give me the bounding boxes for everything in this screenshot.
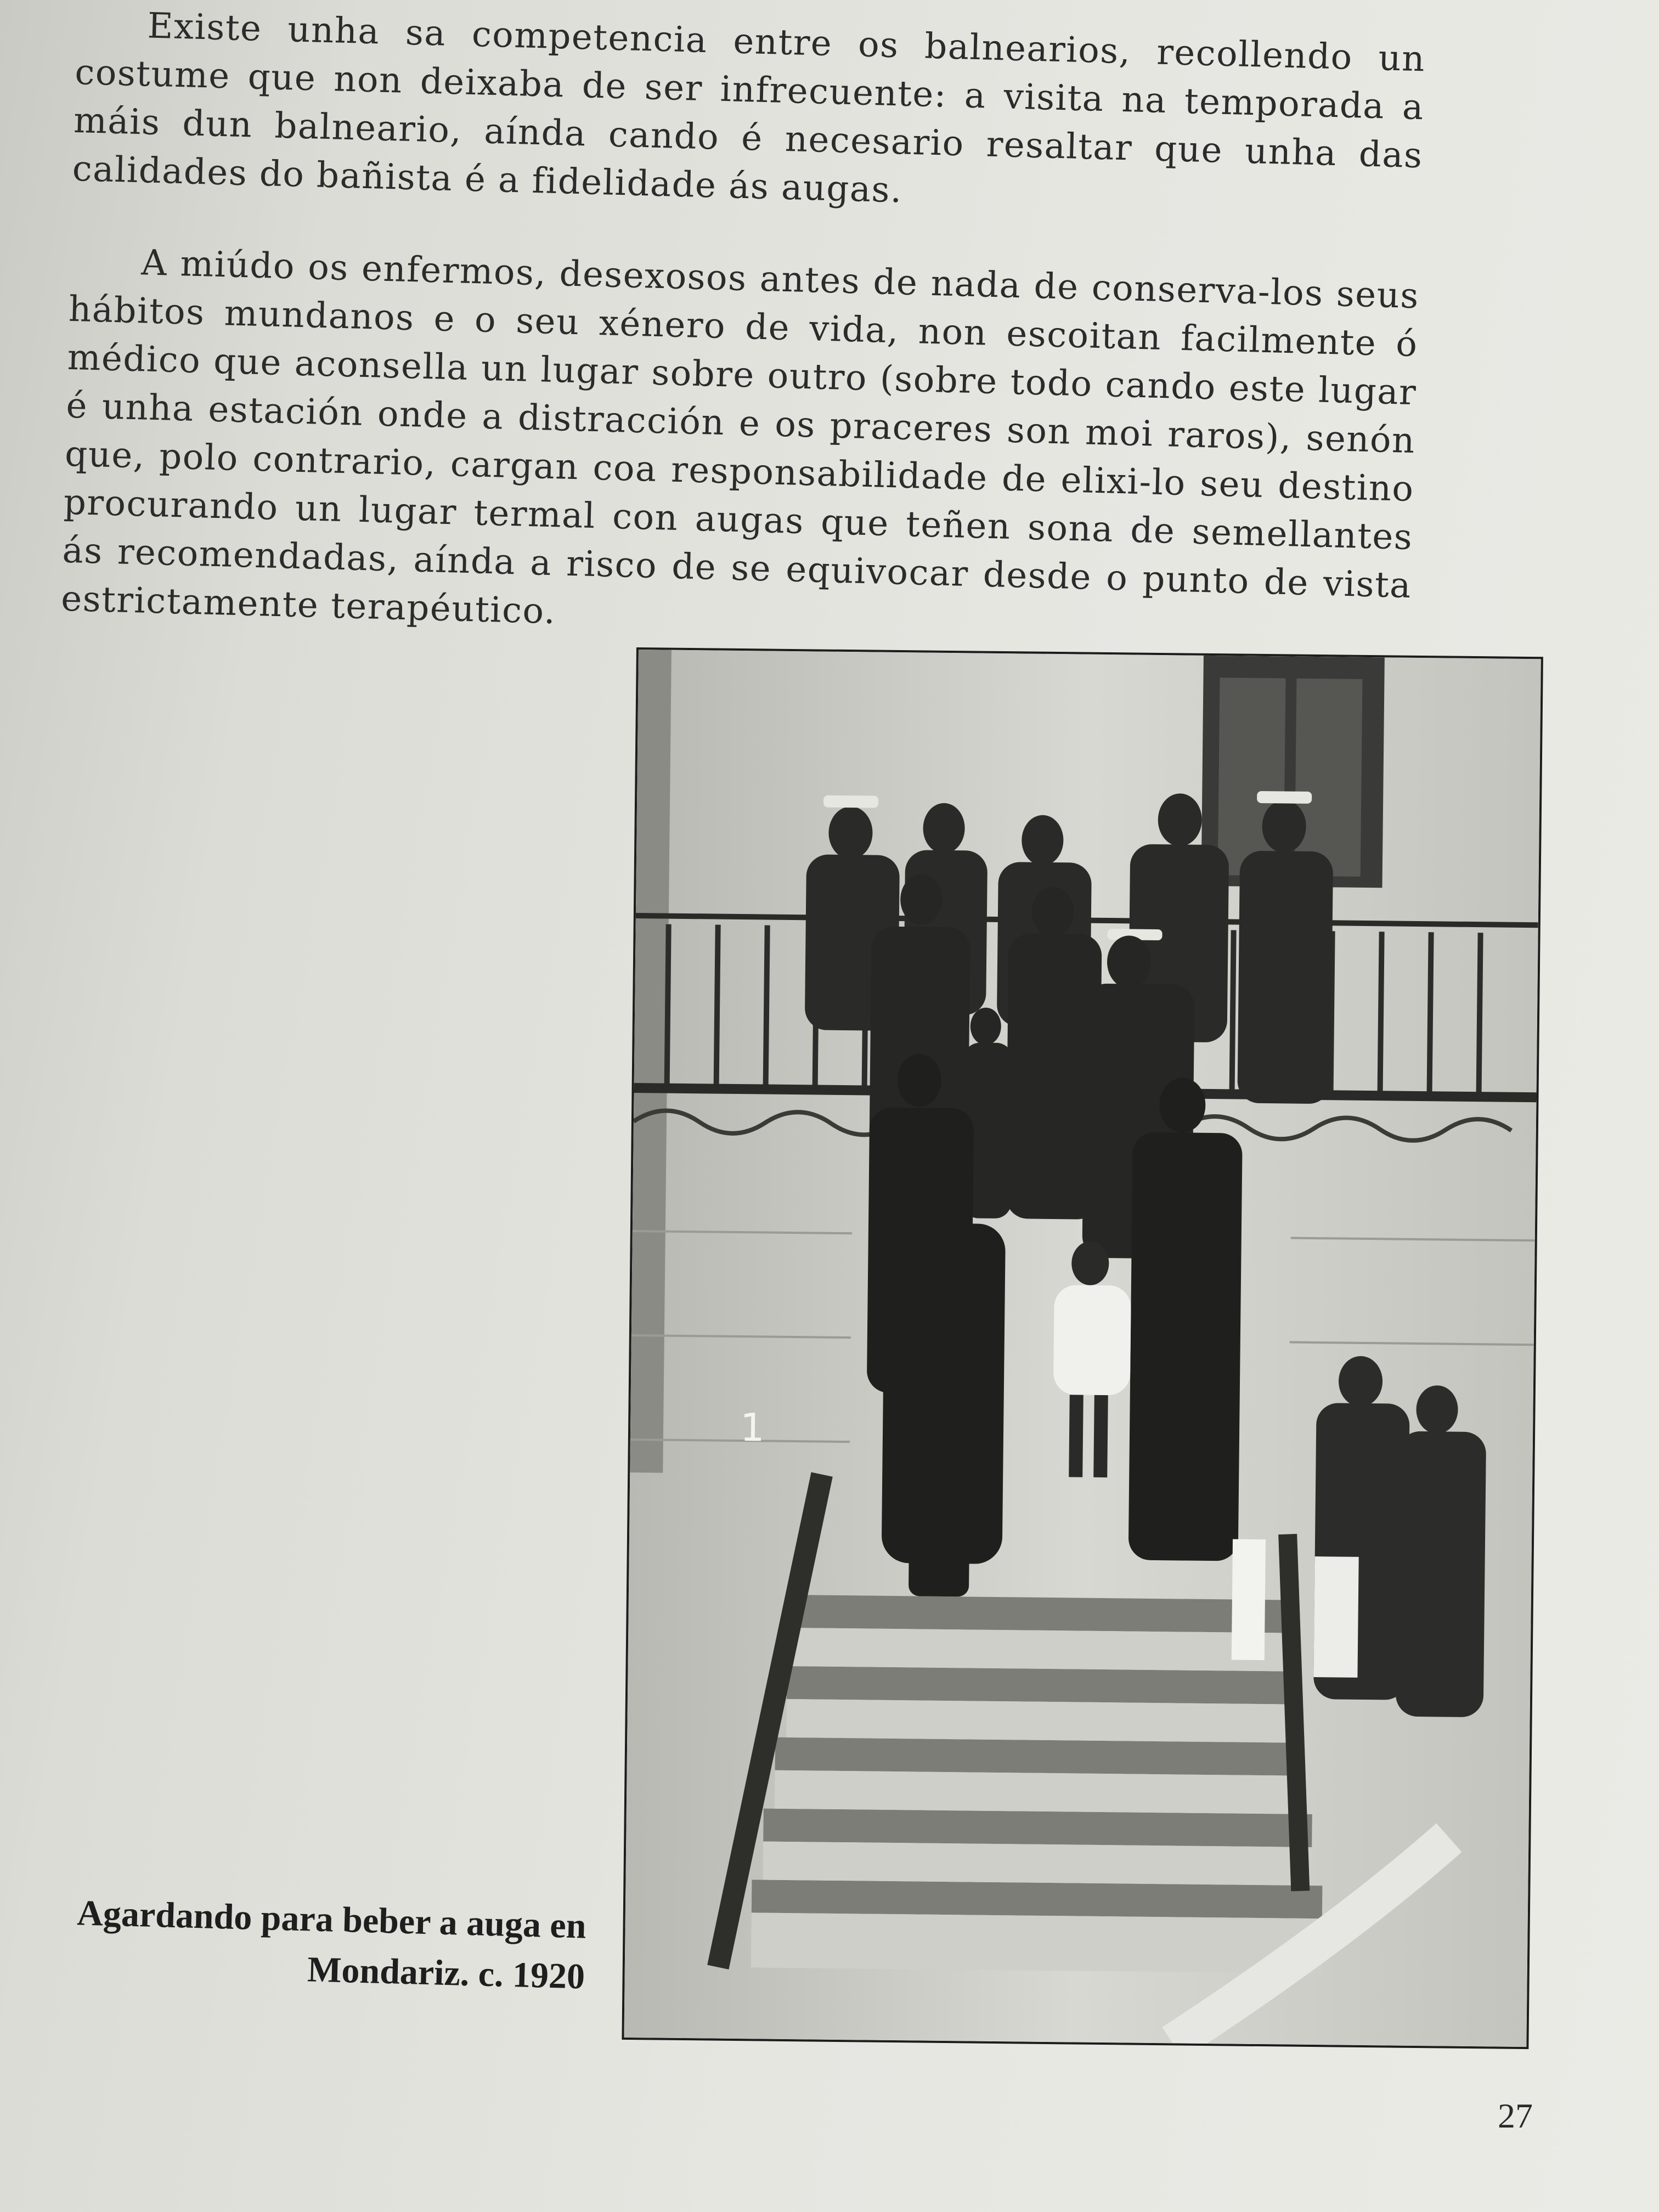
photo-caption <box>47 1887 586 2002</box>
historic-photo <box>622 647 1543 2049</box>
page-number: 27 <box>1498 2096 1533 2135</box>
caption-line-1: Agardando para beber a auga en <box>76 1893 587 1946</box>
body-text <box>59 0 1426 702</box>
paragraph-1: Existe unha sa competencia entre os balnearios, recollendo un costume que non deixaba de ser infrecuente: a visita na temporada a máis dun balneario, aínda cando é necesario resaltar que unha das calidades do bañista é a fidelidade ás augas. <box>71 5 1426 211</box>
step-marker: 1 <box>740 1405 765 1451</box>
group-photo-on-staircase-icon <box>624 650 1541 2047</box>
caption-line-2: Mondariz. c. 1920 <box>307 1949 586 1997</box>
paragraph-2: A miúdo os enfermos, desexosos antes de nada de conserva-los seus hábitos mundanos e o seu xénero de vida, non escoitan facilmente ó médico que aconsella un lugar sobre outro (sobre todo cando este lugar é unha estación onde a distracción e os praceres son moi raros), senón que, polo contrario, cargan coa responsabilidade de elixi-lo seu destino procurando un lugar termal con augas que teñen sona de semellantes ás recomendadas, aínda a risco de se equivocar desde o punto de vista estrictamente terapéutico. <box>60 242 1420 633</box>
